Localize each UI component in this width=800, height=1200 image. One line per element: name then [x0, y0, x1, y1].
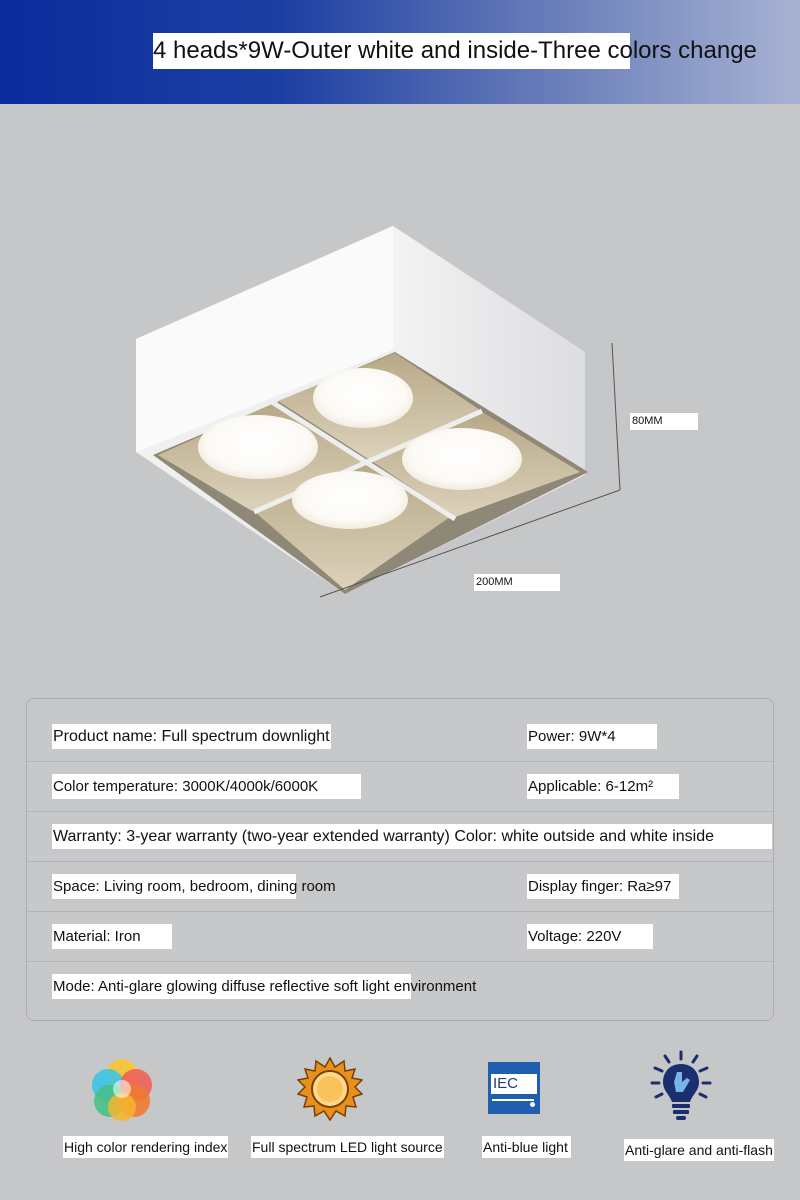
spec-row	[27, 811, 773, 862]
color-wheel-icon	[88, 1055, 156, 1123]
spec-row	[27, 711, 773, 761]
lamp-back-left	[198, 415, 318, 479]
spec-mode: Mode: Anti-glare glowing diffuse reflective soft light environment	[52, 974, 411, 999]
spec-display-finger: Display finger: Ra≥97	[527, 874, 679, 899]
spec-applicable-area: Applicable: 6-12m²	[527, 774, 679, 799]
banner-title: 4 heads*9W-Outer white and inside-Three colors change	[153, 33, 757, 69]
width-dimension-label: 200MM	[474, 574, 560, 591]
spec-product-name: Product name: Full spectrum downlight	[52, 724, 331, 749]
iec-badge-icon	[488, 1062, 540, 1114]
spec-row	[27, 761, 773, 812]
spec-material: Material: Iron	[52, 924, 172, 949]
iec-badge-text: IEC	[491, 1074, 537, 1094]
spec-row	[27, 961, 773, 1012]
lamp-back-right	[313, 368, 413, 428]
feature-label-anti-glare: Anti-glare and anti-flash	[624, 1139, 774, 1161]
spec-warranty-color: Warranty: 3-year warranty (two-year extended warranty) Color: white outside and white inside	[52, 824, 772, 849]
height-dimension-label: 80MM	[630, 413, 698, 430]
feature-label-color-rendering: High color rendering index	[63, 1136, 228, 1158]
spec-row	[27, 911, 773, 962]
feature-label-anti-blue: Anti-blue light	[482, 1136, 571, 1158]
header-banner	[0, 0, 800, 104]
lamp-front-left	[292, 471, 408, 529]
spec-color-temperature: Color temperature: 3000K/4000k/6000K	[52, 774, 361, 799]
spec-power: Power: 9W*4	[527, 724, 657, 749]
lamp-front-right	[402, 428, 522, 490]
sun-icon	[297, 1057, 363, 1123]
feature-label-full-spectrum: Full spectrum LED light source	[251, 1136, 444, 1158]
spec-space: Space: Living room, bedroom, dining room	[52, 874, 296, 899]
height-dimension-line	[612, 343, 620, 490]
spec-row	[27, 861, 773, 912]
lightbulb-hand-icon	[650, 1050, 712, 1122]
spec-table	[26, 698, 774, 1021]
spec-voltage: Voltage: 220V	[527, 924, 653, 949]
downlight-product-image	[0, 110, 800, 610]
